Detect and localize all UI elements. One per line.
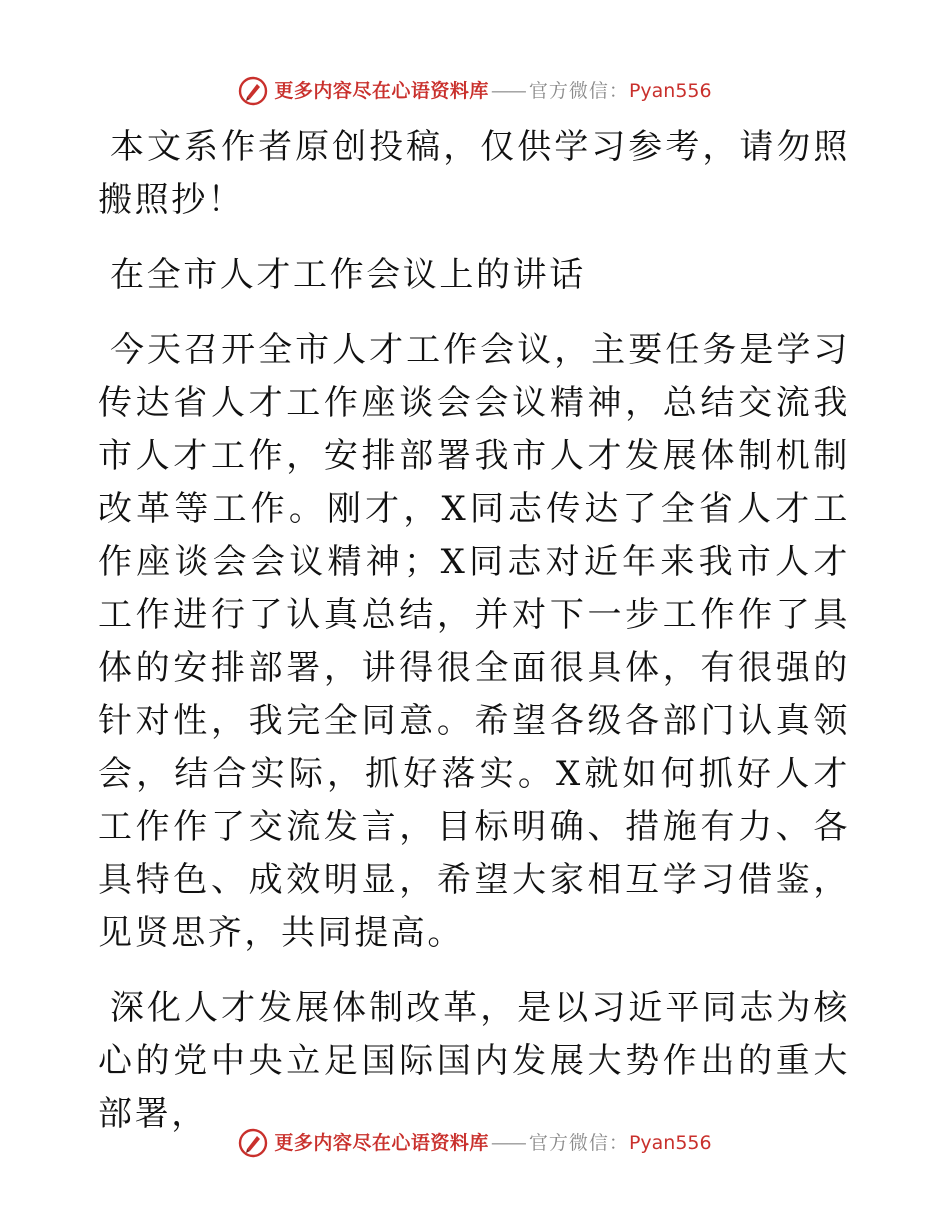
watermark-wechat-label: 官方微信： xyxy=(528,80,629,102)
watermark-wechat-label: 官方微信： xyxy=(528,1132,629,1154)
document-body xyxy=(98,121,850,1163)
pen-logo-icon xyxy=(238,1128,268,1158)
footer-watermark xyxy=(0,1128,950,1158)
paragraph-2: 深化人才发展体制改革，是以习近平同志为核心的党中央立足国际国内发展大势作出的重大部署， xyxy=(98,988,850,1134)
watermark-dash: —— xyxy=(490,80,525,102)
copyright-notice: 本文系作者原创投稿，仅供学习参考，请勿照搬照抄！ xyxy=(98,127,850,220)
watermark-wechat-id: Pyan556 xyxy=(628,80,712,102)
header-watermark xyxy=(0,76,950,106)
paragraph-1: 今天召开全市人才工作会议，主要任务是学习传达省人才工作座谈会会议精神，总结交流我市人才工作，安排部署我市人才发展体制机制改革等工作。刚才，X同志传达了全省人才工作座谈会会议精神；X同志对近年来我市人才工作进行了认真总结，并对下一步工作作了具体的安排部署，讲得很全面很具体，有很强的针对性，我完全同意。希望各级各部门认真领会，结合实际，抓好落实。X就如何抓好人才工作作了交流发言，目标明确、措施有力、各具特色、成效明显，希望大家相互学习借鉴，见贤思齐，共同提高。 xyxy=(98,330,850,953)
watermark-wechat-id: Pyan556 xyxy=(628,1132,712,1154)
document-title: 在全市人才工作会议上的讲话 xyxy=(110,255,586,295)
watermark-site: 更多内容尽在心语资料库 xyxy=(274,80,489,102)
watermark-site: 更多内容尽在心语资料库 xyxy=(274,1132,489,1154)
watermark-dash: —— xyxy=(490,1132,525,1154)
pen-logo-icon xyxy=(238,76,268,106)
